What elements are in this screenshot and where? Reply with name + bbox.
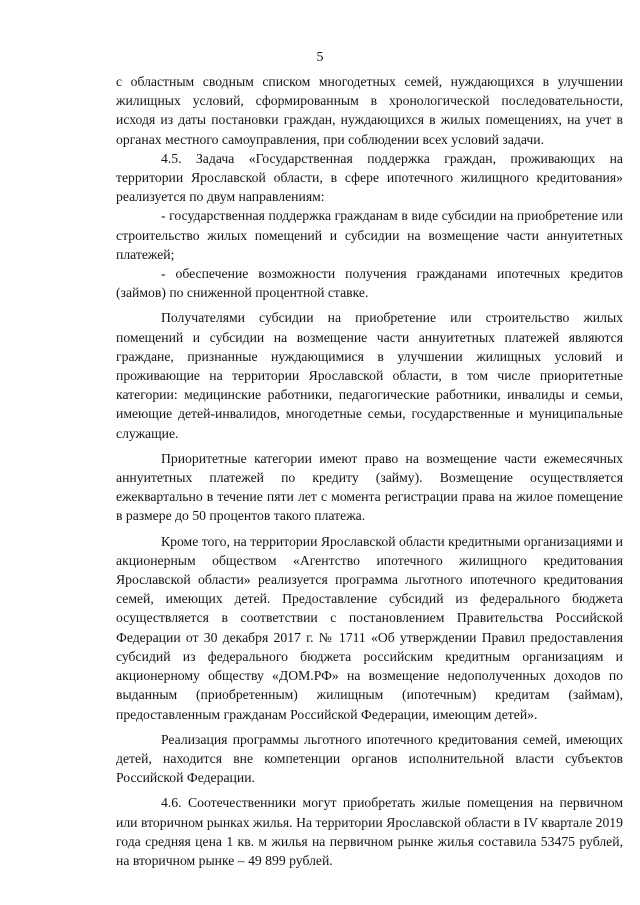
page-number: 5 xyxy=(316,50,324,65)
paragraph-task-4-6: 4.6. Соотечественники могут приобретать жилые помещения на первичном или вторичном рынках жилья. На территории Ярославской области в IV квартале 2019 года средняя цена 1 кв. м жилья на первичном рынке жилья составила 53475 рублей, на вторичном рынке – 49 899 рублей. xyxy=(116,795,623,868)
paragraph-continuation: с областным сводным списком многодетных семей, нуждающихся в улучшении жилищных условий, сформированным в хронологической последовательности, исходя из даты постановки граждан, нуждающихся в жилых помещениях, на учет в органах местного самоуправления, при соблюдении всех условий задачи. xyxy=(116,74,623,147)
paragraph-priority-categories: Приоритетные категории имеют право на возмещение части ежемесячных аннуитетных платежей по кредиту (займу). Возмещение осуществляется ежеквартально в течение пяти лет с момента регистрации права на жилое помещение в размере до 50 процентов такого платежа. xyxy=(116,450,623,524)
paragraph-task-4-5: 4.5. Задача «Государственная поддержка граждан, проживающих на территории Ярославской области, в сфере ипотечного жилищного кредитования» реализуется по двум направлениям: xyxy=(116,150,623,205)
document-body xyxy=(116,72,623,876)
paragraph-program-competence: Реализация программы льготного ипотечного кредитования семей, имеющих детей, находится вне компетенции органов исполнительной власти субъектов Российской Федерации. xyxy=(116,731,623,786)
paragraph-direction-reduced-rate: - обеспечение возможности получения гражданами ипотечных кредитов (займов) по сниженной процентной ставке. xyxy=(116,266,623,301)
paragraph-subsidy-recipients: Получателями субсидии на приобретение или строительство жилых помещений и субсидии на возмещение части аннуитетных платежей являются граждане, признанные нуждающимися в улучшении жилищных условий и проживающие на территории Ярославской области, в том числе приоритетные категории: медицинские работники, педагогические работники, инвалиды и семьи, имеющие детей-инвалидов, многодетные семьи, государственные и муниципальные служащие. xyxy=(116,310,623,441)
paragraph-direction-subsidies: - государственная поддержка гражданам в виде субсидии на приобретение или строительство жилых помещений и субсидии на возмещение части аннуитетных платежей; xyxy=(116,208,623,262)
paragraph-preferential-mortgage: Кроме того, на территории Ярославской области кредитными организациями и акционерным обществом «Агентство ипотечного жилищного кредитования Ярославской области» реализуется программа льготного ипотечного кредитования семей, имеющих детей. Предоставление субсидий из федерального бюджета осуществляется в соответствии с постановлением Правительства Российской Федерации от 30 декабря 2017 г. № 1711 «Об утверждении Правил предоставления субсидий из федерального бюджета российским кредитным организациям и акционерному обществу «ДОМ.РФ» на возмещение недополученных доходов по выданным (приобретенным) жилищным (ипотечным) кредитам (займам), предоставленным гражданам Российской Федерации, имеющим детей». xyxy=(116,533,623,722)
